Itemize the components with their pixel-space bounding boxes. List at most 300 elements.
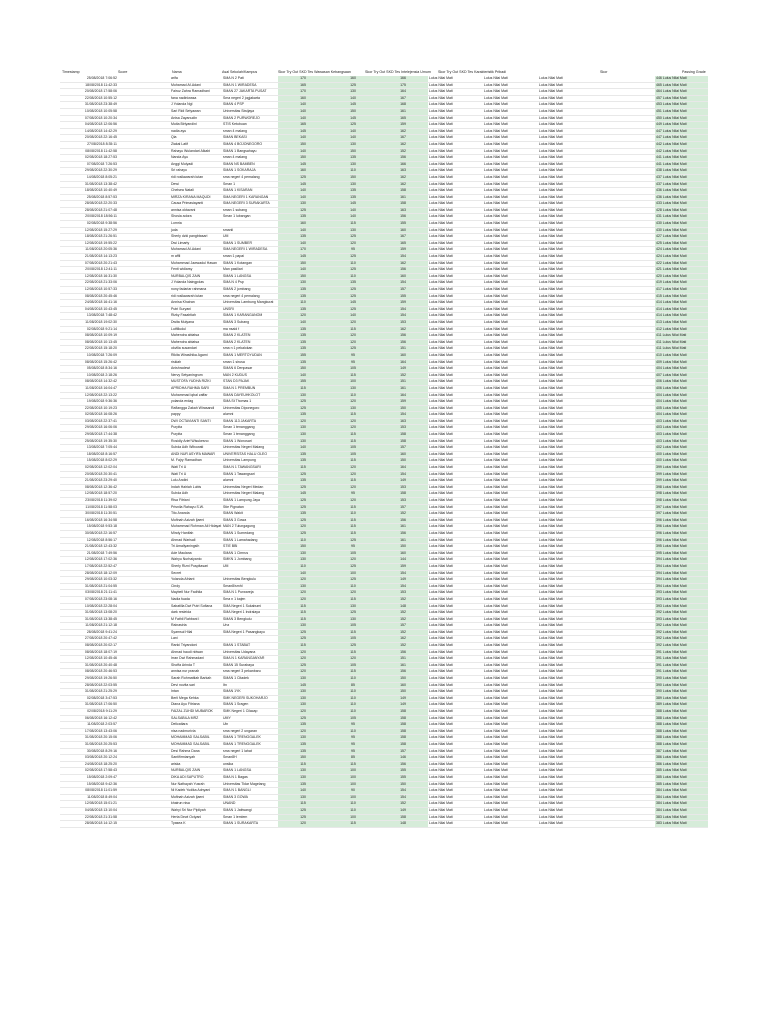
cell-tes3[interactable]: 157 (378, 748, 428, 755)
cell-asal[interactable]: sma n 1 pekalokan (222, 346, 278, 353)
cell-status3[interactable]: Lulus Nilai Mati (538, 254, 593, 261)
cell-skor[interactable] (593, 748, 655, 755)
cell-tes3[interactable]: 153 (378, 484, 428, 491)
cell-status3[interactable]: Lulus Nilai Mati (538, 102, 593, 109)
cell-passing[interactable] (655, 260, 708, 267)
cell-asal[interactable]: SMA N 1 Purwareja (222, 590, 278, 597)
cell-skor[interactable] (593, 517, 655, 524)
cell-tes1[interactable]: 150 (278, 141, 328, 148)
cell-score[interactable] (118, 379, 170, 386)
cell-skor[interactable] (593, 623, 655, 630)
cell-tes1[interactable]: 145 (278, 491, 328, 498)
cell-tes1[interactable]: 120 (278, 418, 328, 425)
cell-nama[interactable]: Maybell Nur Fadhila (170, 590, 222, 597)
cell-status1[interactable]: Lulus Nilai Mati (428, 273, 483, 280)
cell-nama[interactable]: Rosidly Arief Wisukesno (170, 438, 222, 445)
cell-tes1[interactable]: 135 (278, 412, 328, 419)
cell-timestamp[interactable]: 21/08/2018 14:13:23 (60, 254, 118, 261)
cell-tes3[interactable]: 157 (378, 445, 428, 452)
cell-status3[interactable]: Lulus Nilai Mati (538, 385, 593, 392)
cell-asal[interactable]: Universitas Lampung (222, 458, 278, 465)
cell-score[interactable] (118, 524, 170, 531)
cell-timestamp[interactable]: 28/08/2018 22:03:55 (60, 682, 118, 689)
cell-asal[interactable]: SMAN 1 Lamahadang (222, 537, 278, 544)
cell-tes2[interactable]: 145 (328, 102, 378, 109)
cell-status1[interactable]: Lulus Nilai Mati (428, 741, 483, 748)
cell-status3[interactable]: Lulus Nilai Mati (538, 372, 593, 379)
cell-status2[interactable]: Lulus Nilai Mati (483, 570, 538, 577)
cell-timestamp[interactable]: 30/08/2018 11:30:51 (60, 511, 118, 518)
cell-status3[interactable]: Lulus Nilai Mati (538, 451, 593, 458)
cell-score[interactable] (118, 221, 170, 228)
cell-tes3[interactable]: 152 (378, 610, 428, 617)
cell-passing[interactable] (655, 748, 708, 755)
cell-timestamp[interactable]: 22/08/2018 10:55:12 (60, 95, 118, 102)
cell-score[interactable] (118, 695, 170, 702)
cell-nama[interactable]: Rahayu Wulandari Alkabi (170, 148, 222, 155)
cell-status1[interactable]: Lulus Nilai Mati (428, 267, 483, 274)
table-row[interactable] (60, 709, 708, 716)
cell-passing[interactable] (655, 741, 708, 748)
cell-status2[interactable]: Lulus Nilai Mati (483, 359, 538, 366)
cell-asal[interactable]: Man pasiliari (222, 267, 278, 274)
cell-status3[interactable]: Lulus Nilai Mati (538, 168, 593, 175)
cell-passing[interactable] (655, 346, 708, 353)
cell-skor[interactable] (593, 438, 655, 445)
cell-status2[interactable]: Lulus Nilai Mati (483, 306, 538, 313)
cell-tes2[interactable]: 85 (328, 755, 378, 762)
cell-skor[interactable] (593, 498, 655, 505)
cell-tes2[interactable]: 125 (328, 610, 378, 617)
cell-score[interactable] (118, 201, 170, 208)
cell-skor[interactable] (593, 550, 655, 557)
cell-timestamp[interactable]: 11/08/2018 2:03:57 (60, 722, 118, 729)
cell-status2[interactable]: Lulus Nilai Mati (483, 662, 538, 669)
cell-status3[interactable]: Lulus Nilai Mati (538, 498, 593, 505)
col-asal-header[interactable]: Asal Sekolah/Kampus (222, 70, 258, 74)
cell-skor[interactable] (593, 82, 655, 89)
cell-status1[interactable]: Lulus Nilai Mati (428, 577, 483, 584)
cell-skor[interactable] (593, 214, 655, 221)
table-row[interactable] (60, 95, 708, 102)
cell-status1[interactable]: Lulus Nilai Mati (428, 511, 483, 518)
cell-score[interactable] (118, 643, 170, 650)
cell-tes3[interactable]: 165 (378, 240, 428, 247)
cell-nama[interactable]: m affil (170, 254, 222, 261)
cell-score[interactable] (118, 656, 170, 663)
cell-status1[interactable]: Lulus Nilai Mati (428, 102, 483, 109)
cell-status1[interactable]: Lulus Nilai Mati (428, 695, 483, 702)
cell-tes2[interactable]: 95 (328, 247, 378, 254)
cell-asal[interactable]: SMAN 1 Bangsahayu (222, 148, 278, 155)
table-row[interactable] (60, 141, 708, 148)
cell-asal[interactable]: Universitas Lambung Mangkurat (222, 300, 278, 307)
cell-skor[interactable] (593, 161, 655, 168)
cell-asal[interactable]: SMAN NS BAMBEN (222, 161, 278, 168)
cell-status1[interactable]: Lulus Nilai Mati (428, 821, 483, 828)
cell-tes1[interactable]: 135 (278, 722, 328, 729)
cell-tes1[interactable]: 165 (278, 122, 328, 129)
cell-status3[interactable]: Lulus Nilai Mati (538, 788, 593, 795)
cell-tes2[interactable]: 115 (328, 438, 378, 445)
table-row[interactable] (60, 267, 708, 274)
cell-timestamp[interactable]: 30/08/2018 22:16:57 (60, 530, 118, 537)
cell-nama[interactable]: Muhammad Rohman Ali Hidayat (170, 524, 222, 531)
cell-tes2[interactable]: 115 (328, 432, 378, 439)
cell-skor[interactable] (593, 273, 655, 280)
cell-tes1[interactable]: 150 (278, 544, 328, 551)
cell-tes2[interactable]: 115 (328, 821, 378, 828)
cell-passing[interactable] (655, 306, 708, 313)
cell-timestamp[interactable]: 08/08/2018 11:42:58 (60, 148, 118, 155)
cell-status1[interactable]: Lulus Nilai Mati (428, 168, 483, 175)
cell-tes2[interactable]: 120 (328, 557, 378, 564)
table-row[interactable] (60, 300, 708, 307)
cell-status1[interactable]: Lulus Nilai Mati (428, 517, 483, 524)
cell-nama[interactable]: Wahyi Sri Nur Pipliyah (170, 807, 222, 814)
cell-passing[interactable] (655, 82, 708, 89)
cell-asal[interactable]: SMK Negeri 1 Cilacap (222, 709, 278, 716)
cell-passing[interactable] (655, 761, 708, 768)
cell-timestamp[interactable]: 04/08/2018 10:43:45 (60, 306, 118, 313)
cell-status2[interactable]: Lulus Nilai Mati (483, 682, 538, 689)
cell-status2[interactable]: Lulus Nilai Mati (483, 352, 538, 359)
cell-timestamp[interactable]: 02/08/2018 16:08:26 (60, 412, 118, 419)
cell-skor[interactable] (593, 530, 655, 537)
table-row[interactable] (60, 676, 708, 683)
cell-nama[interactable]: DIKA ADI SAPUTRO (170, 774, 222, 781)
cell-status3[interactable]: Lulus Nilai Mati (538, 629, 593, 636)
table-row[interactable] (60, 669, 708, 676)
cell-skor[interactable] (593, 326, 655, 333)
cell-timestamp[interactable]: 31/08/2018 21:04:55 (60, 583, 118, 590)
cell-nama[interactable]: DWI OCTAVIANTI SANTI (170, 418, 222, 425)
cell-skor[interactable] (593, 451, 655, 458)
cell-nama[interactable]: NURBALQIS ZAIN (170, 273, 222, 280)
cell-asal[interactable]: sma negeri 1 lahat (222, 748, 278, 755)
table-row[interactable] (60, 89, 708, 96)
cell-timestamp[interactable]: 11/08/2018 16:04:47 (60, 385, 118, 392)
cell-tes2[interactable]: 150 (328, 148, 378, 155)
cell-skor[interactable] (593, 768, 655, 775)
cell-timestamp[interactable]: 17/08/2018 13:43:06 (60, 728, 118, 735)
cell-score[interactable] (118, 306, 170, 313)
cell-tes2[interactable]: 115 (328, 326, 378, 333)
cell-score[interactable] (118, 623, 170, 630)
cell-tes3[interactable]: 154 (378, 583, 428, 590)
cell-status2[interactable]: Lulus Nilai Mati (483, 491, 538, 498)
cell-status3[interactable]: Lulus Nilai Mati (538, 293, 593, 300)
cell-tes3[interactable]: 164 (378, 465, 428, 472)
table-row[interactable] (60, 788, 708, 795)
cell-tes3[interactable]: 150 (378, 458, 428, 465)
cell-status1[interactable]: Lulus Nilai Mati (428, 458, 483, 465)
cell-status2[interactable]: Lulus Nilai Mati (483, 458, 538, 465)
cell-status2[interactable]: Lulus Nilai Mati (483, 669, 538, 676)
table-row[interactable] (60, 728, 708, 735)
cell-tes3[interactable]: 158 (378, 432, 428, 439)
cell-status3[interactable]: Lulus Nilai Mati (538, 313, 593, 320)
table-row[interactable] (60, 610, 708, 617)
cell-tes3[interactable]: 148 (378, 603, 428, 610)
cell-timestamp[interactable]: 12/08/2018 18:57:20 (60, 491, 118, 498)
cell-tes2[interactable]: 100 (328, 814, 378, 821)
cell-asal[interactable]: SMAN 1 Sragen (222, 702, 278, 709)
cell-tes1[interactable]: 150 (278, 155, 328, 162)
cell-passing[interactable] (655, 728, 708, 735)
cell-tes3[interactable]: 154 (378, 570, 428, 577)
cell-status1[interactable]: Lulus Nilai Mati (428, 188, 483, 195)
cell-score[interactable] (118, 267, 170, 274)
cell-score[interactable] (118, 399, 170, 406)
cell-asal[interactable]: SMAN 2 PURWOREJO (222, 115, 278, 122)
cell-skor[interactable] (593, 306, 655, 313)
cell-status3[interactable]: Lulus Nilai Mati (538, 524, 593, 531)
cell-score[interactable] (118, 445, 170, 452)
cell-asal[interactable]: UNSRI (222, 306, 278, 313)
cell-status2[interactable]: Lulus Nilai Mati (483, 287, 538, 294)
cell-asal[interactable]: SMAN 1YK (222, 689, 278, 696)
table-row[interactable] (60, 425, 708, 432)
cell-tes3[interactable]: 150 (378, 781, 428, 788)
table-row[interactable] (60, 333, 708, 340)
cell-status2[interactable]: Lulus Nilai Mati (483, 346, 538, 353)
cell-skor[interactable] (593, 313, 655, 320)
cell-asal[interactable]: Sman8H (222, 755, 278, 762)
cell-passing[interactable] (655, 788, 708, 795)
cell-skor[interactable] (593, 484, 655, 491)
cell-tes2[interactable]: 105 (328, 550, 378, 557)
cell-status1[interactable]: Lulus Nilai Mati (428, 544, 483, 551)
cell-tes2[interactable]: 160 (328, 76, 378, 82)
cell-score[interactable] (118, 313, 170, 320)
cell-passing[interactable] (655, 438, 708, 445)
cell-status3[interactable]: Lulus Nilai Mati (538, 260, 593, 267)
cell-asal[interactable]: smanli (222, 227, 278, 234)
cell-tes1[interactable]: 135 (278, 511, 328, 518)
cell-tes1[interactable]: 130 (278, 280, 328, 287)
cell-tes2[interactable]: 110 (328, 801, 378, 808)
cell-nama[interactable]: Shosia adora (170, 214, 222, 221)
cell-score[interactable] (118, 530, 170, 537)
cell-asal[interactable]: SMAN 1 Citadek (222, 676, 278, 683)
cell-status3[interactable]: Lulus Nilai Mati (538, 148, 593, 155)
cell-score[interactable] (118, 287, 170, 294)
cell-timestamp[interactable]: 28/08/2018 14:12:15 (60, 821, 118, 828)
cell-status3[interactable]: Lulus Nilai Mati (538, 748, 593, 755)
table-row[interactable] (60, 755, 708, 762)
cell-passing[interactable] (655, 544, 708, 551)
cell-status3[interactable]: Lulus Nilai Mati (538, 814, 593, 821)
cell-status3[interactable]: Lulus Nilai Mati (538, 115, 593, 122)
cell-status2[interactable]: Lulus Nilai Mati (483, 550, 538, 557)
cell-tes3[interactable]: 156 (378, 669, 428, 676)
cell-passing[interactable] (655, 715, 708, 722)
cell-passing[interactable] (655, 135, 708, 142)
cell-tes1[interactable]: 140 (278, 267, 328, 274)
cell-timestamp[interactable]: 15/08/2018 8:02:29 (60, 458, 118, 465)
cell-skor[interactable] (593, 755, 655, 762)
cell-tes2[interactable]: 140 (328, 135, 378, 142)
cell-status3[interactable]: Lulus Nilai Mati (538, 287, 593, 294)
cell-skor[interactable] (593, 267, 655, 274)
table-row[interactable] (60, 234, 708, 241)
cell-tes1[interactable]: 130 (278, 702, 328, 709)
cell-tes1[interactable]: 130 (278, 432, 328, 439)
cell-status3[interactable]: Lulus Nilai Mati (538, 504, 593, 511)
cell-tes2[interactable]: 105 (328, 636, 378, 643)
table-row[interactable] (60, 313, 708, 320)
cell-timestamp[interactable]: 15/08/2018 9:53:18 (60, 524, 118, 531)
cell-skor[interactable] (593, 188, 655, 195)
cell-passing[interactable] (655, 451, 708, 458)
cell-passing[interactable] (655, 682, 708, 689)
cell-status3[interactable]: Lulus Nilai Mati (538, 781, 593, 788)
cell-tes2[interactable]: 115 (328, 372, 378, 379)
cell-tes3[interactable]: 167 (378, 135, 428, 142)
cell-tes2[interactable]: 115 (328, 458, 378, 465)
cell-passing[interactable] (655, 821, 708, 828)
cell-status3[interactable]: Lulus Nilai Mati (538, 432, 593, 439)
table-row[interactable] (60, 445, 708, 452)
cell-passing[interactable] (655, 352, 708, 359)
cell-timestamp[interactable]: 16/08/2018 16:34:58 (60, 517, 118, 524)
cell-timestamp[interactable]: 02/08/2018 12:02:04 (60, 465, 118, 472)
cell-tes1[interactable]: 130 (278, 583, 328, 590)
cell-score[interactable] (118, 735, 170, 742)
cell-timestamp[interactable]: 15/08/2018 9:42:36 (60, 781, 118, 788)
cell-timestamp[interactable]: 02/08/2018 9:38:56 (60, 221, 118, 228)
cell-skor[interactable] (593, 168, 655, 175)
cell-status3[interactable]: Lulus Nilai Mati (538, 643, 593, 650)
table-row[interactable] (60, 530, 708, 537)
table-row[interactable] (60, 174, 708, 181)
cell-asal[interactable]: SMA St Thomas 1 (222, 399, 278, 406)
cell-asal[interactable]: sman 4 malang (222, 155, 278, 162)
cell-asal[interactable]: SMAN 1 TRENGGALEK (222, 735, 278, 742)
cell-tes1[interactable]: 135 (278, 287, 328, 294)
cell-tes2[interactable]: 125 (328, 537, 378, 544)
cell-status3[interactable]: Lulus Nilai Mati (538, 425, 593, 432)
cell-skor[interactable] (593, 636, 655, 643)
cell-nama[interactable]: Chelsea Natali (170, 188, 222, 195)
cell-score[interactable] (118, 676, 170, 683)
cell-status1[interactable]: Lulus Nilai Mati (428, 722, 483, 729)
cell-score[interactable] (118, 715, 170, 722)
cell-nama[interactable]: FAIZAL ZUHDI MUBAROK (170, 709, 222, 716)
cell-asal[interactable]: SMAN 1 STABAT (222, 643, 278, 650)
cell-tes1[interactable]: 110 (278, 300, 328, 307)
cell-tes3[interactable]: 167 (378, 234, 428, 241)
table-row[interactable] (60, 412, 708, 419)
cell-passing[interactable] (655, 557, 708, 564)
cell-score[interactable] (118, 550, 170, 557)
cell-skor[interactable] (593, 300, 655, 307)
cell-passing[interactable] (655, 214, 708, 221)
table-row[interactable] (60, 194, 708, 201)
cell-status3[interactable]: Lulus Nilai Mati (538, 801, 593, 808)
cell-skor[interactable] (593, 537, 655, 544)
cell-skor[interactable] (593, 511, 655, 518)
cell-asal[interactable] (222, 570, 278, 577)
cell-nama[interactable]: annisa nur pranah (170, 669, 222, 676)
cell-tes1[interactable]: 125 (278, 517, 328, 524)
cell-tes2[interactable]: 110 (328, 807, 378, 814)
cell-tes1[interactable]: 170 (278, 76, 328, 82)
cell-nama[interactable]: Yolanda Afriant (170, 577, 222, 584)
cell-status1[interactable]: Lulus Nilai Mati (428, 240, 483, 247)
cell-status1[interactable]: Lulus Nilai Mati (428, 748, 483, 755)
cell-score[interactable] (118, 722, 170, 729)
cell-status3[interactable]: Lulus Nilai Mati (538, 761, 593, 768)
cell-status1[interactable]: Lulus Nilai Mati (428, 247, 483, 254)
cell-status2[interactable]: Lulus Nilai Mati (483, 221, 538, 228)
cell-tes3[interactable]: 158 (378, 722, 428, 729)
cell-status2[interactable]: Lulus Nilai Mati (483, 399, 538, 406)
cell-status2[interactable]: Lulus Nilai Mati (483, 537, 538, 544)
cell-status2[interactable]: Lulus Nilai Mati (483, 768, 538, 775)
cell-status2[interactable]: Lulus Nilai Mati (483, 418, 538, 425)
cell-status1[interactable]: Lulus Nilai Mati (428, 115, 483, 122)
cell-tes1[interactable]: 140 (278, 188, 328, 195)
cell-status3[interactable]: Lulus Nilai Mati (538, 306, 593, 313)
cell-status1[interactable]: Lulus Nilai Mati (428, 293, 483, 300)
cell-nama[interactable]: ANDI NUR ASYIFA MAWAR (170, 451, 222, 458)
cell-score[interactable] (118, 214, 170, 221)
cell-tes3[interactable]: 159 (378, 563, 428, 570)
cell-tes1[interactable]: 115 (278, 801, 328, 808)
cell-tes2[interactable]: 100 (328, 794, 378, 801)
cell-tes2[interactable]: 110 (328, 728, 378, 735)
cell-nama[interactable]: Qia (170, 135, 222, 142)
cell-score[interactable] (118, 115, 170, 122)
cell-nama[interactable]: yolanda erdag (170, 399, 222, 406)
cell-status3[interactable]: Lulus Nilai Mati (538, 511, 593, 518)
cell-skor[interactable] (593, 148, 655, 155)
cell-nama[interactable]: M. Fajry Ramadhan (170, 458, 222, 465)
cell-asal[interactable]: Universitas Negeri Medan (222, 484, 278, 491)
cell-timestamp[interactable]: 07/08/2018 7:26:53 (60, 161, 118, 168)
table-row[interactable] (60, 108, 708, 115)
cell-status2[interactable]: Lulus Nilai Mati (483, 484, 538, 491)
cell-tes3[interactable]: 158 (378, 188, 428, 195)
cell-passing[interactable] (655, 273, 708, 280)
cell-tes1[interactable]: 125 (278, 484, 328, 491)
cell-tes2[interactable]: 95 (328, 352, 378, 359)
cell-nama[interactable]: Ziakal Latif (170, 141, 222, 148)
cell-timestamp[interactable]: 31/08/2018 20:15:06 (60, 735, 118, 742)
cell-passing[interactable] (655, 102, 708, 109)
cell-skor[interactable] (593, 629, 655, 636)
cell-score[interactable] (118, 418, 170, 425)
cell-tes1[interactable]: 115 (278, 643, 328, 650)
cell-score[interactable] (118, 596, 170, 603)
cell-score[interactable] (118, 372, 170, 379)
cell-status3[interactable]: Lulus Nilai Mati (538, 267, 593, 274)
cell-tes3[interactable]: 158 (378, 491, 428, 498)
cell-nama[interactable]: Tito Ananda (170, 511, 222, 518)
cell-score[interactable] (118, 498, 170, 505)
cell-status3[interactable]: Lulus Nilai Mati (538, 550, 593, 557)
table-row[interactable] (60, 768, 708, 775)
cell-asal[interactable]: alumni (222, 478, 278, 485)
cell-tes3[interactable]: 149 (378, 577, 428, 584)
cell-tes2[interactable]: 130 (328, 616, 378, 623)
cell-tes3[interactable]: 156 (378, 155, 428, 162)
cell-status3[interactable]: Lulus Nilai Mati (538, 445, 593, 452)
cell-status3[interactable]: Lulus Nilai Mati (538, 544, 593, 551)
cell-tes2[interactable]: 120 (328, 590, 378, 597)
